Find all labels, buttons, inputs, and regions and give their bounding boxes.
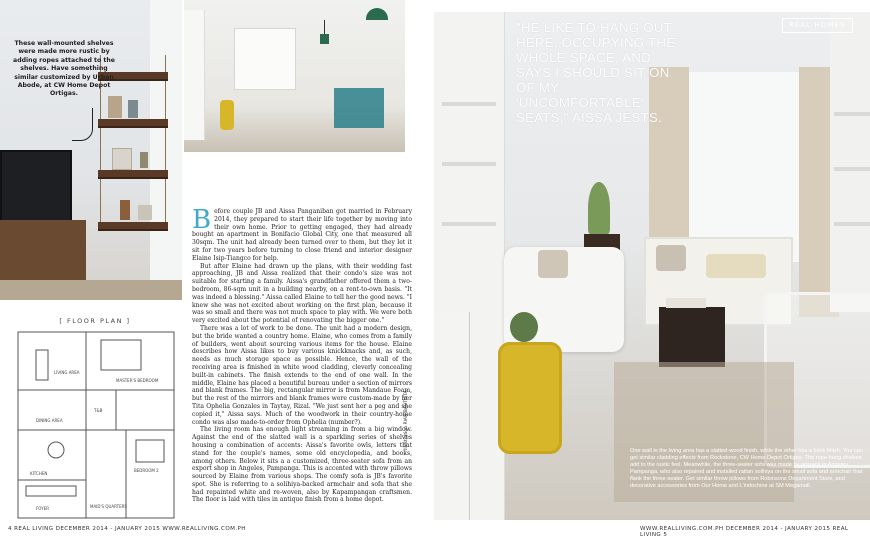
fp-label-living: LIVING AREA (54, 370, 80, 375)
pendant-lamp-icon (366, 8, 388, 20)
throw-pillow (538, 250, 568, 278)
article-paragraph-4: The living room has enough light streaming in from a big window. Against the end of the slatted wall is a sparkling series of shelves housing a combination of accents: Aissa's favorite owls, letters that stand for the couple's names, some old encyclopedia, and books, among others. Below it sits a a customized, three-seater sofa from an export shop in Angeles, Pampanga. This is accented with throw pillows sourced by Elaine from various shops. The comfy sofa is JB's favorite spot. She is referring to a solihiya-backed armchair and sofa that she had repainted white and re-woven, also by Kapampangan craftsmen. The floor is laid with tiles in antique finish from a home depot. (192, 426, 412, 504)
tv-console (0, 220, 86, 280)
folio-right: WWW.REALLIVING.COM.PH DECEMBER 2014 - JANUARY 2015 REAL LIVING 5 (640, 526, 849, 538)
television (0, 150, 72, 226)
wood-trunk-table (659, 307, 725, 367)
section-tag: REAL HOMES (782, 18, 853, 33)
folio-left: 4 REAL LIVING DECEMBER 2014 - JANUARY 2015 WWW.REALLIVING.COM.PH (8, 526, 246, 532)
shelves-caption: These wall-mounted shelves were made more rustic by adding ropes attached to the shelves. Have something similar customized by Urban Abode, at CW Home Depot Ortigas. (13, 40, 115, 98)
caption-arrow-icon (72, 108, 93, 141)
dropcap: B (192, 205, 212, 235)
pull-quote: "HE LIKE TO HANG OUT HERE, OCCUPYING THE WHOLE SPACE, AND SAYS I SHOULD SIT ON OF MY 'UNCOMFORTABLE' SEATS," AISSA JESTS. (516, 20, 676, 125)
window (684, 72, 804, 262)
yellow-stool (220, 100, 234, 130)
illustration-credit: Illustration RIAN BAUTISTA (404, 390, 409, 450)
fp-label-foyer: FOYER (36, 506, 49, 511)
article-paragraph-1: efore couple JB and Aissa Panganiban got married in February 2014, they prepared to start their life together by moving into their own home. Prior to getting engaged, they had already bought an apartment in Bonifacio Global City, one that measured all 30sqm. The unit had already been turned over to them, but they let it sit for two years before turning to close friend and interior designer Elaine Isip-Tiangco for help. (192, 208, 412, 262)
article-paragraph-2: But after Elaine had drawn up the plans, with their wedding fast approaching, JB and Aissa realized that their condo's size was not suitable for starting a family. Aissa's grandfather offered them a two-bedroom, 86-sqm unit in a building nearby, on a rent-to-own basis. "It was indeed a blessing." Aissa called Elaine to tell her the good news. "I knew she was not excited about working on the first plan, because it was so small and there was not much space to play with. We were both very excited about the potential of renovating the bigger one." (192, 262, 412, 325)
fp-label-bedroom2: BEDROOM 2 (134, 468, 159, 473)
fp-label-maids: MAID'S QUARTERS (90, 504, 127, 509)
yellow-garden-stool (498, 342, 562, 454)
fp-label-master: MASTER'S BEDROOM (116, 378, 159, 383)
stool-plant-icon (510, 312, 538, 342)
fp-label-tb: T&B (94, 408, 103, 413)
article-body (192, 205, 412, 504)
dining-photo (184, 0, 405, 152)
fp-label-kitchen: KITCHEN (30, 471, 48, 476)
floor-plan-drawing (16, 330, 176, 520)
article-paragraph-3: There was a lot of work to be done. The unit had a modern design, but the bride wanted a country home. Elaine, who comes from a family of builders, went about sourcing various items for the house. Elaine describes how Aissa likes to buy various knickknacks and, as such, needs as much storage space as possible. Hence, the wall of the receiving area is finished in white wood cladding, cleverly concealing built-in cabinets. The finish extends to the end of one wall. In the middle, Elaine has placed a beautiful bureau under a section of mirrors and blank frames. The big, rectangular mirror is from Mandaue Foam, but the rest of the mirrors and blank frames were custom-made by her Tita Ophelia Gonzales in Taytay, Rizal. "We just sent her a peg and she copied it," Aissa says. Much of the woodwork in their country-home condo was also made-to-order from Ophelia (number?). (192, 324, 412, 426)
fp-label-dining: DINING AREA (36, 418, 63, 423)
floor-plan-title: [ FLOOR PLAN ] (59, 317, 131, 325)
potted-plant-icon (588, 182, 610, 234)
teal-chairs (334, 88, 384, 128)
photo-caption: One wall in the living area has a slatted-wood finish, while the other has a brick finish. You can get similar cladding effects from Rockstone, CW Home Depot Ortigas. The rope-hung shelves add to the rustic feel. Meanwhile, the three-seater sofa was made by artisans in Angeles, Pampanga, who also repaired and installed rattan solihiya on the small sofa and armchair that flank the three-seater. Get similar throw pillows from Robinsons Department Store, and decorative accessories from Our Home and L'indochine at SM Megamall. (630, 448, 863, 489)
